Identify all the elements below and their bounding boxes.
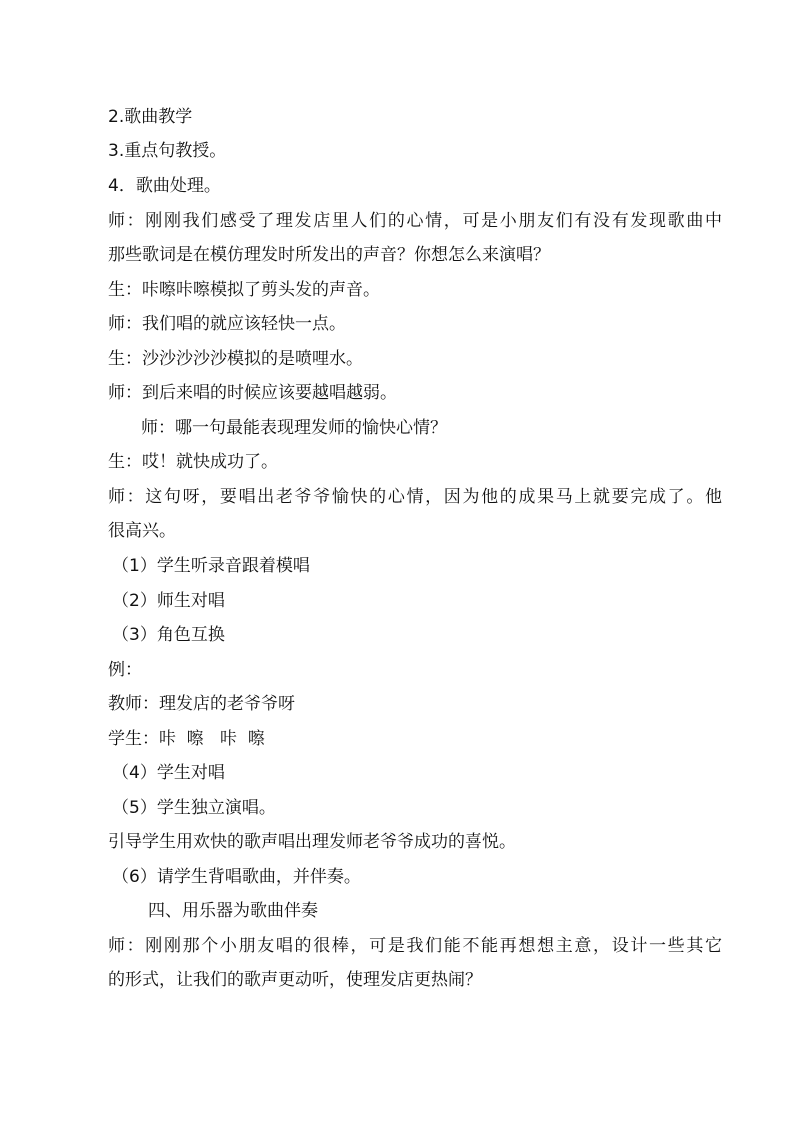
text-line: （6）请学生背唱歌曲，并伴奏。 — [112, 867, 361, 887]
text-line: 教师：理发店的老爷爷呀 — [108, 694, 295, 714]
text-line: （4）学生对唱 — [112, 763, 225, 783]
text-line: 生：沙沙沙沙沙模拟的是喷哩水。 — [108, 349, 363, 369]
text-line: 那些歌词是在模仿理发时所发出的声音？你想怎么来演唱？ — [108, 245, 550, 265]
text-line: （5）学生独立演唱。 — [112, 798, 276, 818]
text-line: 师：我们唱的就应该轻快一点。 — [108, 314, 346, 334]
text-line: 师：这句呀，要唱出老爷爷愉快的心情，因为他的成果马上就要完成了。他 — [108, 487, 722, 507]
text-line: （1）学生听录音跟着模唱 — [112, 556, 310, 576]
text-line: 生：哎！就快成功了。 — [108, 452, 278, 472]
text-line: 学生：咔 嚓 咔 嚓 — [108, 729, 265, 749]
text-line: 3.重点句教授。 — [108, 141, 227, 161]
section-heading: 四、用乐器为歌曲伴奏 — [148, 901, 318, 921]
text-line: 例： — [108, 660, 142, 680]
text-line: 生：咔嚓咔嚓模拟了剪头发的声音。 — [108, 280, 380, 300]
text-line: 2.歌曲教学 — [108, 107, 193, 127]
text-line: 师：刚刚我们感受了理发店里人们的心情，可是小朋友们有没有发现歌曲中 — [108, 211, 722, 231]
text-line: （2）师生对唱 — [112, 591, 225, 611]
text-line: 的形式，让我们的歌声更动听，使理发店更热闹？ — [108, 970, 482, 990]
text-line: 很高兴。 — [108, 521, 176, 541]
text-line: 师：哪一句最能表现理发师的愉快心情？ — [141, 418, 447, 438]
text-line: 师：刚刚那个小朋友唱的很棒，可是我们能不能再想想主意，设计一些其它 — [108, 936, 722, 956]
text-line: 4．歌曲处理。 — [108, 176, 221, 196]
text-line: （3）角色互换 — [112, 625, 225, 645]
text-line: 引导学生用欢快的歌声唱出理发师老爷爷成功的喜悦。 — [108, 832, 516, 852]
text-line: 师：到后来唱的时候应该要越唱越弱。 — [108, 383, 397, 403]
